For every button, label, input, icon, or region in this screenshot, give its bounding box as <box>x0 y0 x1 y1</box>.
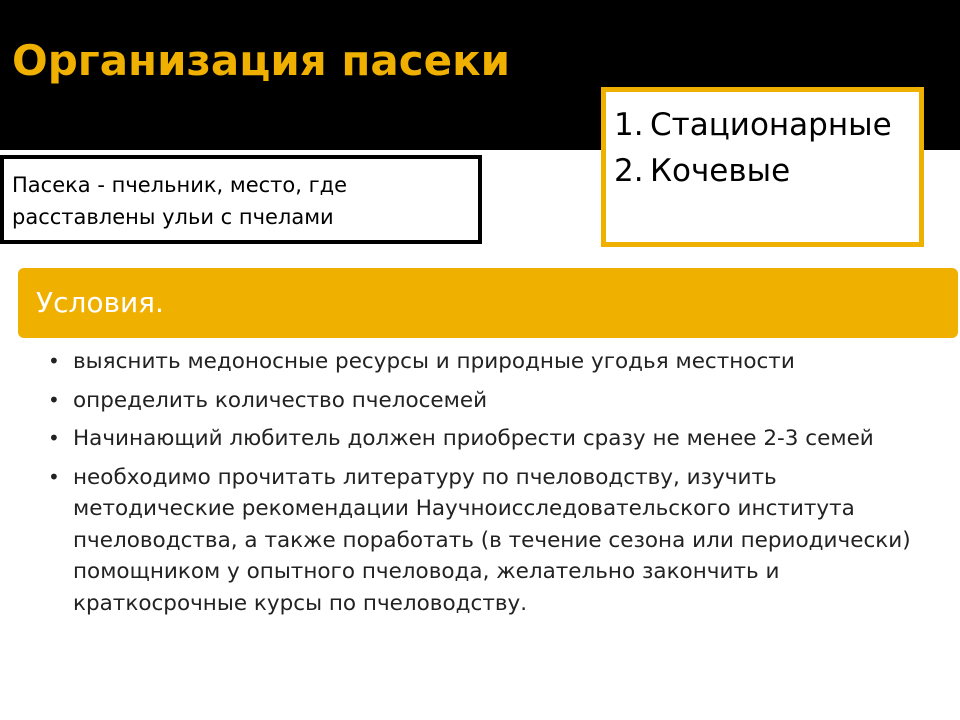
apiary-types-box <box>601 87 924 247</box>
bullet-icon: • <box>48 349 60 373</box>
slide-title: Организация пасеки <box>12 36 511 85</box>
apiary-type-item <box>614 148 919 194</box>
bullet-icon: • <box>48 387 60 412</box>
list-item <box>48 423 928 455</box>
bullet-icon: • <box>48 464 60 489</box>
list-item-text: необходимо прочитать литературу по пчеловодству, изучить методические рекомендации Научноисследовательского института пчеловодства, а также поработать (в течение сезона или периодически) помощником у опытного пчеловода, желательно закончить и краткосрочные курсы по пчеловодству. <box>73 464 911 616</box>
apiary-type-label: Стационарные <box>650 107 892 143</box>
definition-box: Пасека - пчельник, место, где расставлены ульи с пчелами <box>0 155 482 244</box>
list-number: 1. <box>614 107 644 143</box>
apiary-type-item <box>614 102 919 148</box>
list-item <box>48 385 928 417</box>
conditions-list <box>48 346 928 626</box>
list-item <box>48 346 928 378</box>
apiary-types-list <box>614 102 919 194</box>
list-number: 2. <box>614 153 644 189</box>
apiary-type-label: Кочевые <box>650 153 791 189</box>
bullet-icon: • <box>48 426 60 450</box>
conditions-heading: Условия. <box>18 268 958 338</box>
list-item-text: выяснить медоносные ресурсы и природные угодья местности <box>73 349 795 374</box>
list-item-text: определить количество пчелосемей <box>73 387 488 413</box>
list-item <box>48 462 928 620</box>
list-item-text: Начинающий любитель должен приобрести сразу не менее 2-3 семей <box>73 426 874 451</box>
